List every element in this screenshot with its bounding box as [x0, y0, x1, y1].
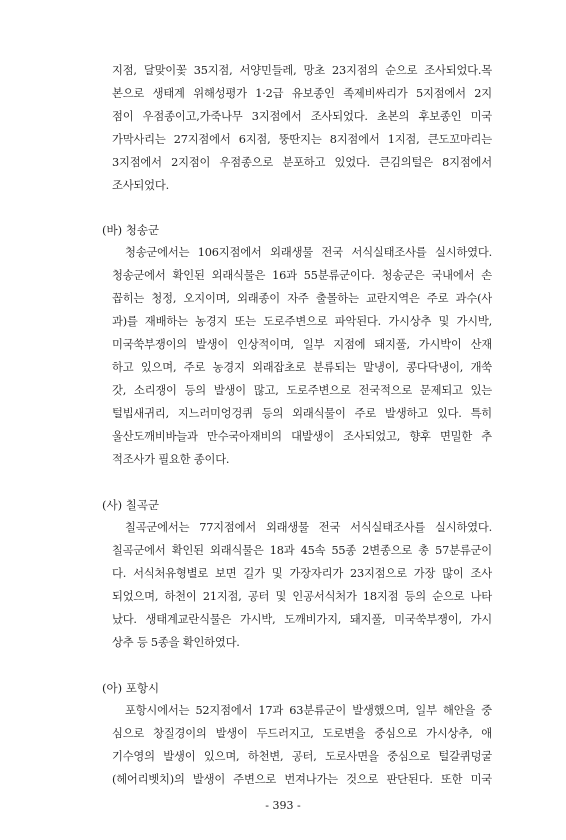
text-line: 본으로 생태계 위해성평가 1·2급 유보종인 족제비싸리가 5지점에서 2지 — [112, 87, 492, 100]
text-line: 기수영의 발생이 있으며, 하천변, 공터, 도로사면을 중심으로 털갈퀴덩굴 — [112, 750, 492, 763]
text-line: 하고 있으며, 주로 농경지 외래잡초로 분류되는 말냉이, 콩다닥냉이, 개쑥 — [112, 361, 492, 374]
text-line: 갓, 소리쟁이 등의 발생이 많고, 도로주변으로 전국적으로 문제되고 있는 — [112, 384, 492, 397]
text-line: 심으로 창질경이의 발생이 두드러지고, 도로변을 중심으로 가시상추, 애 — [112, 727, 492, 740]
text-line: (헤어리벳치)의 발생이 주변으로 번져나가는 것으로 판단된다. 또한 미국 — [112, 773, 492, 786]
page-number: - 393 - — [265, 799, 301, 812]
text-line: 다. 서식처유형별로 보면 길가 및 가장자리가 23지점으로 가장 많이 조사 — [112, 567, 492, 580]
section-heading-cheongsong: (바) 청송군 — [102, 223, 160, 237]
text-line: 났다. 생태계교란식물은 가시박, 도깨비가지, 돼지풀, 미국쑥부쟁이, 가시 — [112, 613, 492, 626]
text-line: 꼽히는 청정, 오지이며, 외래종이 자주 출몰하는 교란지역은 주로 과수(사 — [112, 292, 492, 305]
text-line: 가막사리는 27지점에서 6지점, 뚱딴지는 8지점에서 1지점, 큰도꼬마리는 — [112, 133, 492, 146]
text-line: 조사되었다. — [112, 179, 169, 192]
text-line: 미국쑥부쟁이의 발생이 인상적이며, 일부 지점에 돼지풀, 가시박이 산재 — [112, 338, 492, 351]
text-line: 청송군에서는 106지점에서 외래생물 전국 서식실태조사를 실시하였다. — [125, 246, 492, 259]
text-line: 청송군에서 확인된 외래식물은 16과 55분류군이다. 청송군은 국내에서 손 — [112, 269, 492, 282]
text-line: 되었으며, 하천이 21지점, 공터 및 인공서식처가 18지점 등의 순으로 나타 — [112, 590, 492, 603]
section-heading-pohang: (아) 포항시 — [102, 681, 160, 695]
text-line: 과)를 재배하는 농경지 또는 도로주변으로 파악된다. 가시상추 및 가시박, — [112, 315, 492, 328]
text-line: 3지점에서 2지점이 우점종으로 분포하고 있었다. 큰김의털은 8지점에서 — [112, 156, 492, 169]
text-line: 상추 등 5종을 확인하였다. — [112, 636, 240, 649]
text-line: 적조사가 필요한 종이다. — [112, 453, 230, 466]
text-line: 포항시에서는 52지점에서 17과 63분류군이 발생했으며, 일부 해안을 중 — [125, 704, 492, 717]
text-line: 칠곡군에서는 77지점에서 외래생물 전국 서식실태조사를 실시하였다. — [125, 521, 492, 534]
text-line: 칠곡군에서 확인된 외래식물은 18과 45속 55종 2변종으로 총 57분류군이 — [112, 544, 492, 557]
section-heading-chilgok: (사) 칠곡군 — [102, 498, 160, 512]
text-line: 울산도깨비바늘과 만수국아재비의 대발생이 조사되었고, 향후 면밀한 추 — [112, 430, 492, 443]
text-line: 털빕새귀리, 지느러미엉겅퀴 등의 외래식물이 주로 발생하고 있다. 특히 — [112, 407, 492, 420]
text-line: 지점, 달맞이꽃 35지점, 서양민들레, 망초 23지점의 순으로 조사되었다.목 — [112, 64, 492, 77]
text-line: 점이 우점종이고,가죽나무 3지점에서 조사되었다. 초본의 후보종인 미국 — [112, 110, 492, 123]
